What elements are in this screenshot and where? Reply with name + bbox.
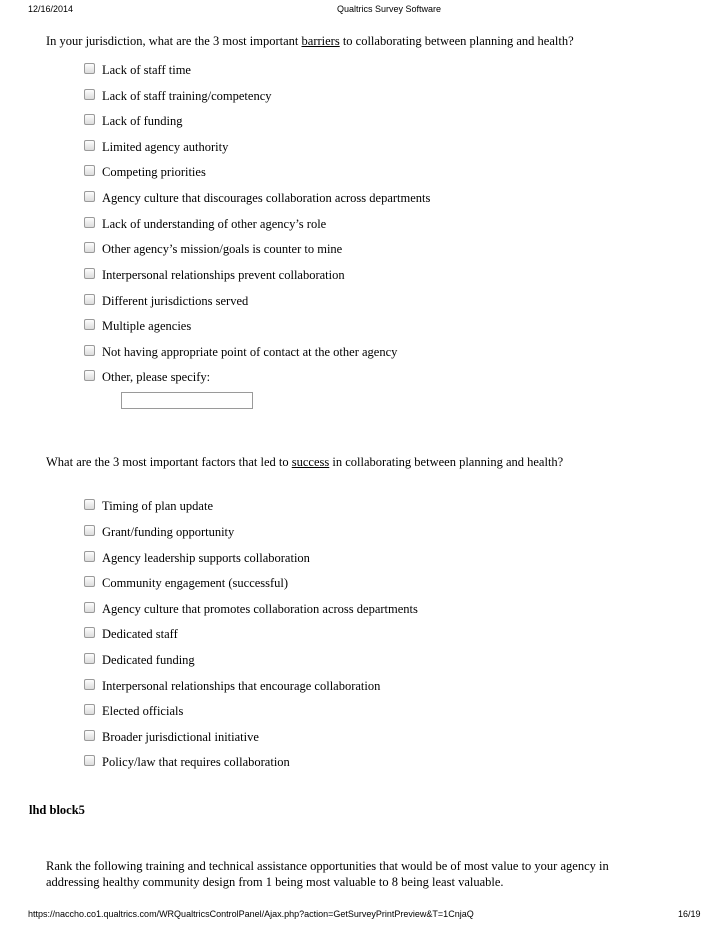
option-label: Policy/law that requires collaboration: [102, 754, 290, 769]
option-label: Interpersonal relationships that encourage collaboration: [102, 678, 381, 693]
block-title: lhd block5: [29, 803, 85, 817]
checkbox[interactable]: [84, 191, 95, 202]
checkbox[interactable]: [84, 165, 95, 176]
success-option[interactable]: [84, 652, 195, 668]
question-rank: Rank the following training and technical assistance opportunities that would be of most value to your agency in addressing healthy community design from 1 being most valuable to 8 being least valuable.: [46, 859, 609, 889]
option-label: Lack of funding: [102, 113, 183, 128]
question-success-prefix: What are the 3 most important factors that led to: [46, 455, 292, 469]
barrier-option[interactable]: [84, 139, 228, 155]
option-label: Interpersonal relationships prevent collaboration: [102, 267, 345, 282]
barrier-option[interactable]: [84, 190, 430, 206]
print-url: https://naccho.co1.qualtrics.com/WRQualtricsControlPanel/Ajax.php?action=GetSurveyPrintPreview&T=1CnjaQ: [28, 909, 474, 919]
page-number: 16/19: [678, 909, 701, 919]
success-option[interactable]: [84, 754, 290, 770]
checkbox[interactable]: [84, 499, 95, 510]
checkbox[interactable]: [84, 679, 95, 690]
success-option[interactable]: [84, 626, 178, 642]
success-option[interactable]: [84, 498, 213, 514]
barrier-option[interactable]: [84, 113, 183, 129]
checkbox[interactable]: [84, 89, 95, 100]
barrier-option[interactable]: [84, 88, 272, 104]
option-label: Agency culture that discourages collaboration across departments: [102, 190, 431, 205]
option-label: Grant/funding opportunity: [102, 524, 235, 539]
option-label: Agency leadership supports collaboration: [102, 550, 310, 565]
option-label: Limited agency authority: [102, 139, 229, 154]
checkbox[interactable]: [84, 704, 95, 715]
checkbox[interactable]: [84, 242, 95, 253]
option-label: Competing priorities: [102, 164, 206, 179]
option-label: Not having appropriate point of contact at the other agency: [102, 344, 398, 359]
checkbox[interactable]: [84, 525, 95, 536]
question-success-suffix: in collaborating between planning and health?: [329, 455, 564, 469]
success-option[interactable]: [84, 703, 183, 719]
option-label: Agency culture that promotes collaboration across departments: [102, 601, 418, 616]
checkbox[interactable]: [84, 114, 95, 125]
barrier-option[interactable]: [84, 318, 191, 334]
barrier-option-other[interactable]: [84, 369, 210, 385]
option-label: Broader jurisdictional initiative: [102, 729, 259, 744]
option-label: Other, please specify:: [102, 369, 211, 384]
checkbox[interactable]: [84, 551, 95, 562]
checkbox[interactable]: [84, 627, 95, 638]
barrier-option[interactable]: [84, 62, 191, 78]
barrier-option[interactable]: [84, 216, 326, 232]
checkbox[interactable]: [84, 217, 95, 228]
checkbox[interactable]: [84, 602, 95, 613]
success-option[interactable]: [84, 550, 310, 566]
checkbox[interactable]: [84, 576, 95, 587]
checkbox[interactable]: [84, 370, 95, 381]
print-title: Qualtrics Survey Software: [336, 4, 442, 14]
checkbox[interactable]: [84, 63, 95, 74]
option-label: Dedicated staff: [102, 626, 178, 641]
print-date: 12/16/2014: [28, 4, 74, 14]
option-label: Different jurisdictions served: [102, 293, 249, 308]
barrier-option[interactable]: [84, 293, 248, 309]
checkbox[interactable]: [84, 319, 95, 330]
success-option[interactable]: [84, 729, 259, 745]
question-success: [46, 454, 563, 470]
barrier-option[interactable]: [84, 267, 345, 283]
option-label: Community engagement (successful): [102, 575, 289, 590]
question-barriers: [46, 33, 574, 49]
success-option[interactable]: [84, 524, 234, 540]
other-specify-input[interactable]: [121, 392, 253, 409]
option-label: Lack of staff training/competency: [102, 88, 272, 103]
checkbox[interactable]: [84, 345, 95, 356]
barrier-option[interactable]: [84, 241, 342, 257]
question-barriers-emphasis: barriers: [301, 34, 340, 48]
question-barriers-prefix: In your jurisdiction, what are the 3 most important: [46, 34, 302, 48]
option-label: Lack of staff time: [102, 62, 191, 77]
checkbox[interactable]: [84, 140, 95, 151]
checkbox[interactable]: [84, 653, 95, 664]
success-option[interactable]: [84, 678, 380, 694]
checkbox[interactable]: [84, 268, 95, 279]
checkbox[interactable]: [84, 730, 95, 741]
option-label: Timing of plan update: [102, 498, 213, 513]
barrier-option[interactable]: [84, 344, 397, 360]
option-label: Other agency’s mission/goals is counter to mine: [102, 241, 343, 256]
option-label: Dedicated funding: [102, 652, 195, 667]
option-label: Lack of understanding of other agency’s role: [102, 216, 327, 231]
success-option[interactable]: [84, 601, 418, 617]
barrier-option[interactable]: [84, 164, 206, 180]
question-success-emphasis: success: [291, 455, 330, 469]
success-option[interactable]: [84, 575, 288, 591]
checkbox[interactable]: [84, 755, 95, 766]
checkbox[interactable]: [84, 294, 95, 305]
option-label: Multiple agencies: [102, 318, 192, 333]
option-label: Elected officials: [102, 703, 184, 718]
question-barriers-suffix: to collaborating between planning and health?: [339, 34, 574, 48]
